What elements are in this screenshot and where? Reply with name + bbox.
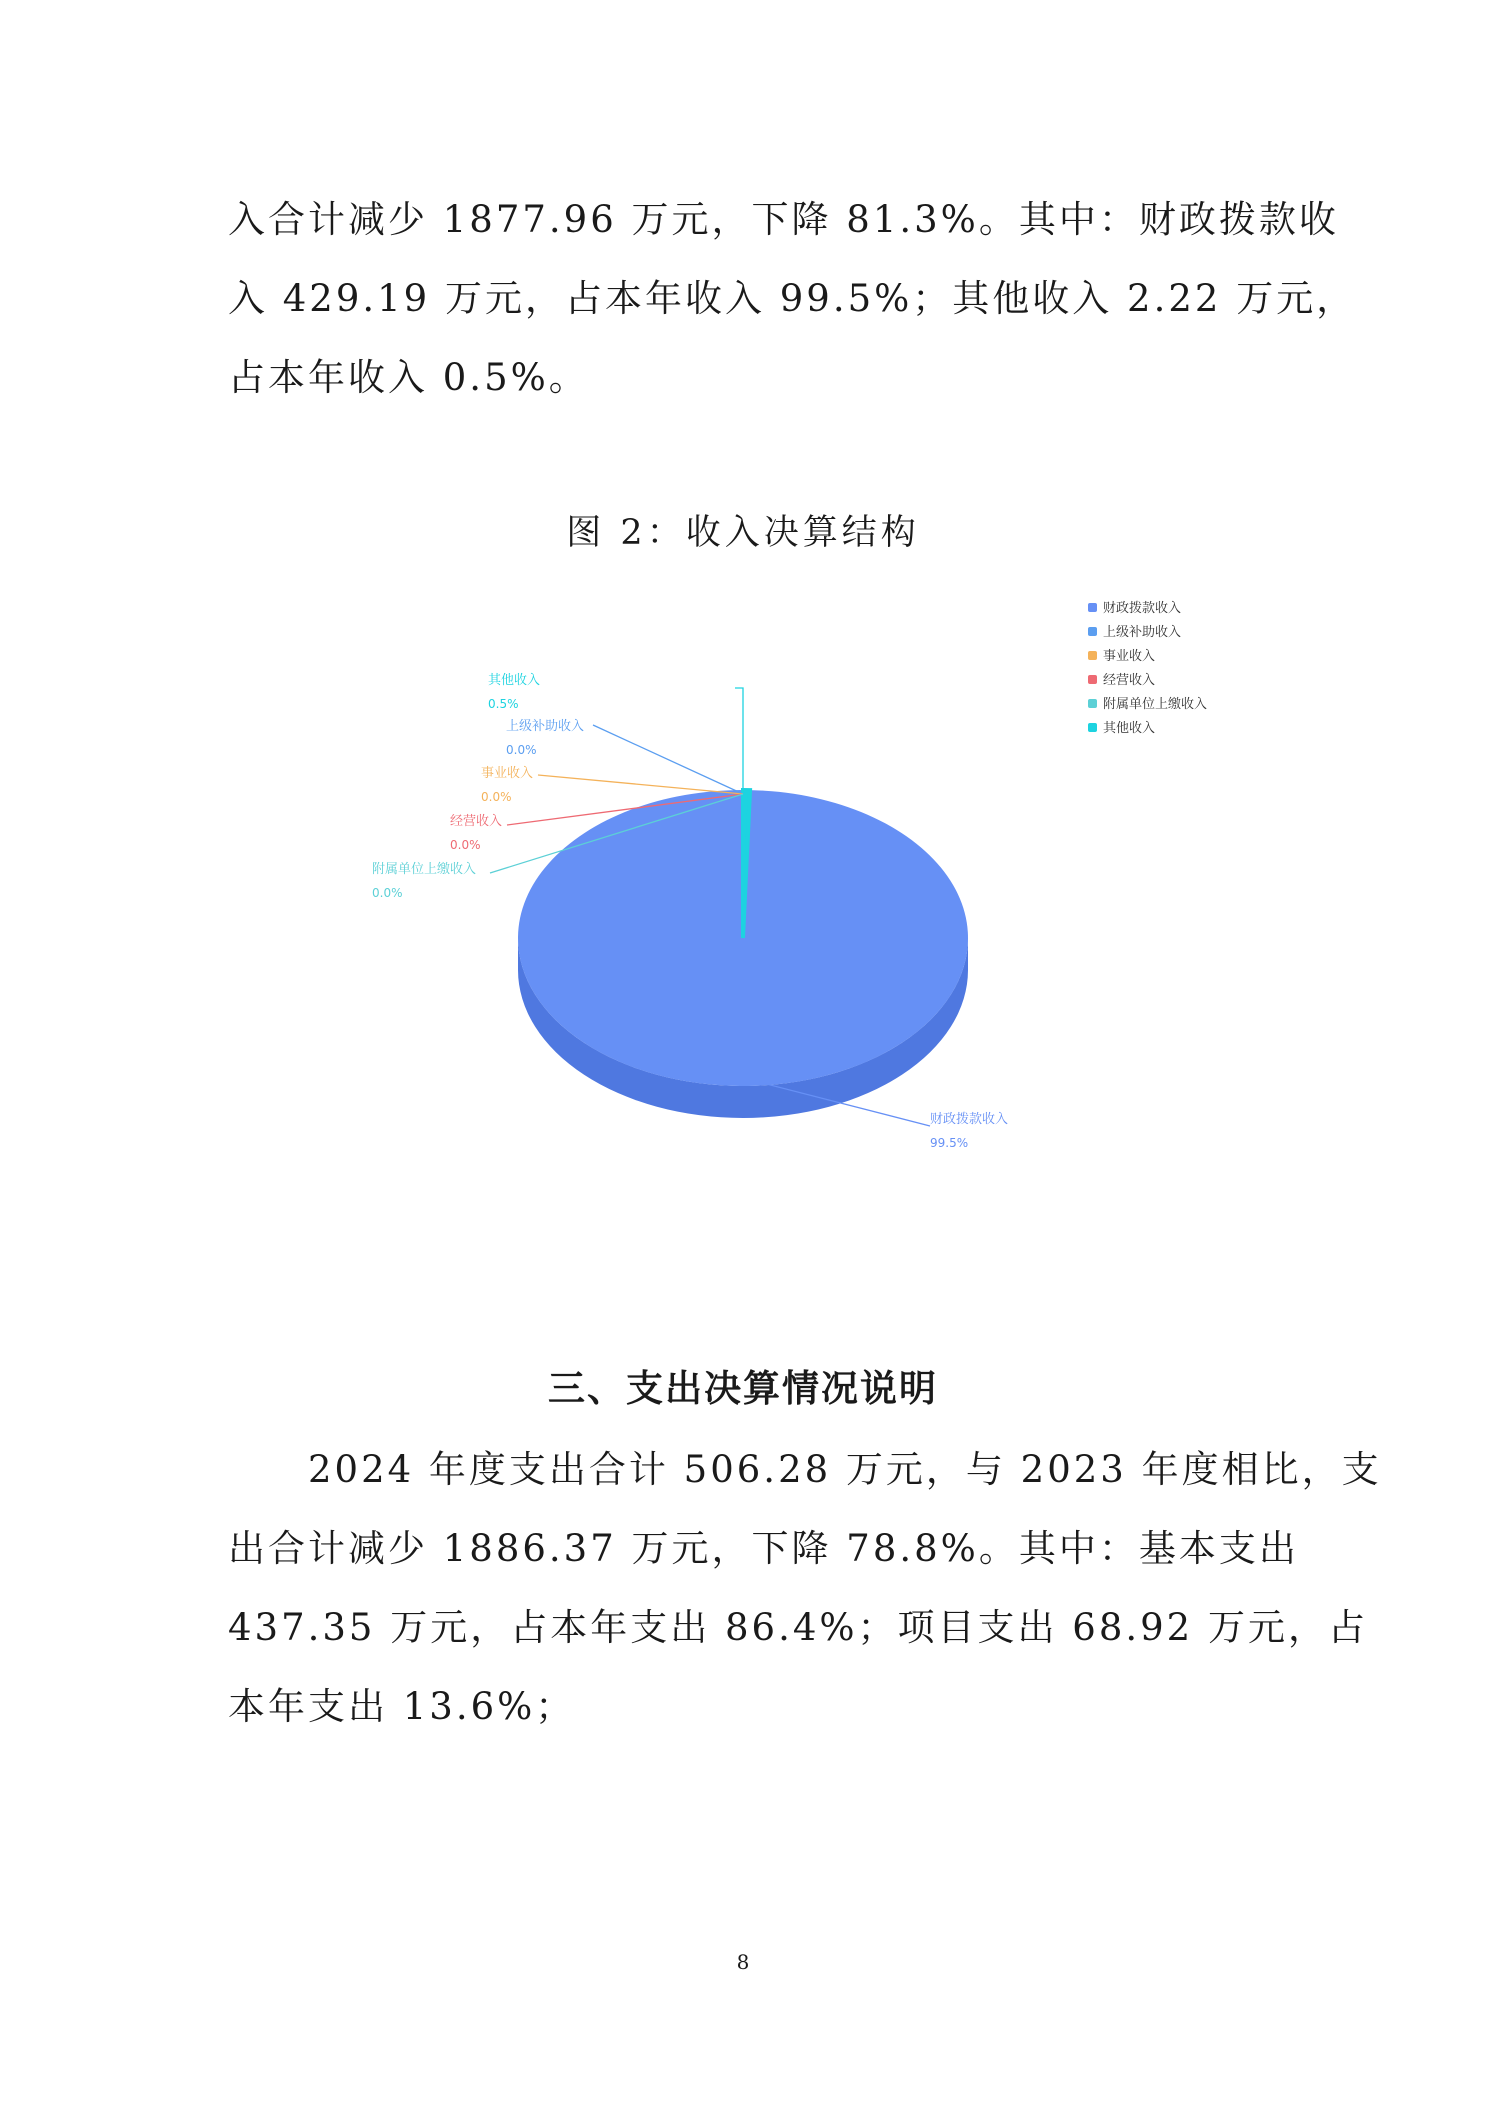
legend-label-0[interactable]: 财政拨款收入 — [1103, 601, 1182, 616]
chart-legend — [1088, 600, 1207, 736]
slice-name-label-3: 经营收入 — [450, 814, 503, 829]
callout-line-5 — [735, 688, 743, 790]
paragraph-line: 437.35 万元，占本年支出 86.4%；项目支出 68.92 万元，占 — [228, 1606, 1368, 1649]
legend-label-5[interactable]: 其他收入 — [1103, 721, 1156, 736]
expenditure-paragraph — [228, 1430, 1382, 1746]
slice-percent-label-5: 0.5% — [488, 697, 519, 711]
slice-percent-label-0: 99.5% — [930, 1136, 969, 1150]
legend-swatch-5[interactable] — [1088, 723, 1097, 732]
callout-line-2 — [538, 775, 743, 794]
legend-label-4[interactable]: 附属单位上缴收入 — [1103, 697, 1208, 712]
slice-percent-label-4: 0.0% — [372, 886, 403, 900]
paragraph-line: 本年支出 13.6%； — [228, 1685, 576, 1728]
callout-line-1 — [593, 725, 743, 794]
slice-name-label-2: 事业收入 — [481, 766, 534, 781]
pie-body — [518, 790, 968, 1118]
income-structure-pie-chart — [0, 570, 1486, 1190]
paragraph-line: 占本年收入 0.5%。 — [228, 356, 589, 399]
legend-swatch-1[interactable] — [1088, 627, 1097, 636]
legend-swatch-2[interactable] — [1088, 651, 1097, 660]
paragraph-line: 入 429.19 万元，占本年收入 99.5%；其他收入 2.22 万元， — [228, 277, 1357, 320]
paragraph-line: 出合计减少 1886.37 万元，下降 78.8%。其中：基本支出 — [228, 1527, 1299, 1570]
slice-percent-label-3: 0.0% — [450, 838, 481, 852]
income-paragraph — [228, 180, 1357, 417]
section-heading: 三、支出决算情况说明 — [548, 1367, 938, 1410]
legend-label-3[interactable]: 经营收入 — [1103, 673, 1156, 688]
slice-name-label-1: 上级补助收入 — [506, 719, 585, 734]
paragraph-line: 2024 年度支出合计 506.28 万元，与 2023 年度相比，支 — [228, 1448, 1382, 1491]
slice-name-label-4: 附属单位上缴收入 — [372, 862, 477, 877]
paragraph-line: 入合计减少 1877.96 万元，下降 81.3%。其中：财政拨款收 — [228, 198, 1339, 241]
legend-swatch-3[interactable] — [1088, 675, 1097, 684]
legend-swatch-0[interactable] — [1088, 603, 1097, 612]
legend-swatch-4[interactable] — [1088, 699, 1097, 708]
slice-name-label-5: 其他收入 — [488, 673, 541, 688]
page-number: 8 — [736, 1950, 750, 1974]
slice-percent-label-2: 0.0% — [481, 790, 512, 804]
legend-label-1[interactable]: 上级补助收入 — [1103, 625, 1182, 640]
figure-caption: 图 2：收入决算结构 — [566, 513, 920, 553]
slice-percent-label-1: 0.0% — [506, 743, 537, 757]
legend-label-2[interactable]: 事业收入 — [1103, 649, 1156, 664]
slice-name-label-0: 财政拨款收入 — [930, 1112, 1009, 1127]
